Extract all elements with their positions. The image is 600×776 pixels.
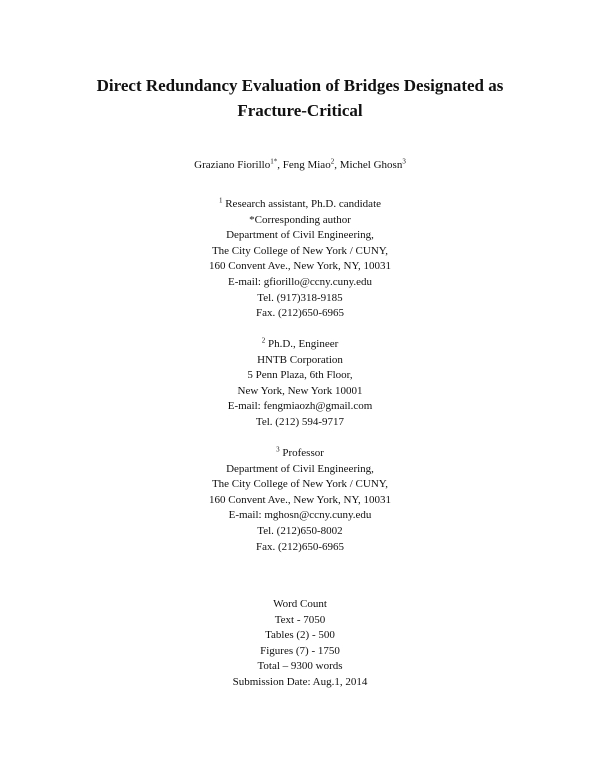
- affiliation-2-line: 5 Penn Plaza, 6th Floor,: [247, 369, 353, 382]
- author-name-3: Michel Ghosn: [339, 159, 403, 171]
- paper-title: [0, 73, 600, 123]
- affiliation-2-tel: Tel. (212) 594-9717: [255, 415, 345, 428]
- affiliation-1-superscript: 1: [218, 196, 223, 205]
- affiliation-3: [0, 446, 600, 555]
- affiliation-2-email: E-mail: fengmiaozh@gmail.com: [227, 400, 373, 413]
- affiliation-1-line: Department of Civil Engineering,: [226, 229, 374, 242]
- affiliation-1-line: 160 Convent Ave., New York, NY, 10031: [208, 260, 391, 273]
- affiliation-3-role: Professor: [279, 447, 324, 459]
- affiliation-2-line: New York, New York 10001: [237, 384, 363, 397]
- affiliation-3-tel: Tel. (212)650-8002: [257, 524, 343, 537]
- affiliation-1-email: E-mail: gfiorillo@ccny.cuny.edu: [227, 275, 373, 288]
- paper-title-line-1: Direct Redundancy Evaluation of Bridges Designated as: [96, 76, 504, 95]
- author-separator-1: ,: [277, 159, 283, 171]
- word-count-figures: Figures (7) - 1750: [260, 644, 340, 657]
- author-name-2: Feng Miao: [282, 159, 331, 171]
- author-superscript-1: 1*: [270, 157, 278, 166]
- affiliation-1-tel: Tel. (917)318-9185: [257, 291, 343, 304]
- author-superscript-3: 3: [402, 157, 406, 166]
- affiliation-3-superscript: 3: [276, 445, 280, 454]
- affiliation-3-line: 160 Convent Ave., New York, NY, 10031: [208, 493, 391, 506]
- author-superscript-2: 2: [330, 157, 335, 166]
- affiliation-3-fax: Fax. (212)650-6965: [256, 540, 344, 553]
- word-count-heading: Word Count: [273, 598, 327, 610]
- affiliation-3-email: E-mail: mghosn@ccny.cuny.edu: [228, 509, 372, 522]
- submission-date: Submission Date: Aug.1, 2014: [232, 675, 368, 688]
- affiliation-3-line: The City College of New York / CUNY,: [211, 478, 389, 491]
- word-count-text: Text - 7050: [274, 613, 326, 626]
- affiliation-1-line: *Corresponding author: [249, 213, 351, 226]
- affiliation-3-line: Department of Civil Engineering,: [226, 462, 374, 475]
- paper-title-line-2: Fracture-Critical: [237, 101, 363, 120]
- word-count-block: [0, 597, 600, 691]
- author-separator-2: ,: [334, 159, 340, 171]
- affiliation-3-line: [0, 446, 600, 462]
- author-list: [0, 157, 600, 173]
- affiliation-1-role: Research assistant, Ph.D. candidate: [222, 198, 382, 210]
- affiliation-2: [0, 337, 600, 431]
- affiliation-2-role: Ph.D., Engineer: [265, 338, 339, 350]
- affiliation-2-superscript: 2: [261, 336, 266, 345]
- affiliation-2-line: [0, 337, 600, 353]
- affiliation-1: [0, 197, 600, 322]
- word-count-total: Total – 9300 words: [257, 660, 343, 673]
- affiliation-2-line: HNTB Corporation: [257, 353, 343, 366]
- affiliation-1-line: The City College of New York / CUNY,: [211, 244, 389, 257]
- author-name-1: Graziano Fiorillo: [194, 159, 271, 171]
- affiliation-1-fax: Fax. (212)650-6965: [256, 307, 344, 320]
- affiliation-1-line: [0, 197, 600, 213]
- word-count-tables: Tables (2) - 500: [265, 629, 335, 642]
